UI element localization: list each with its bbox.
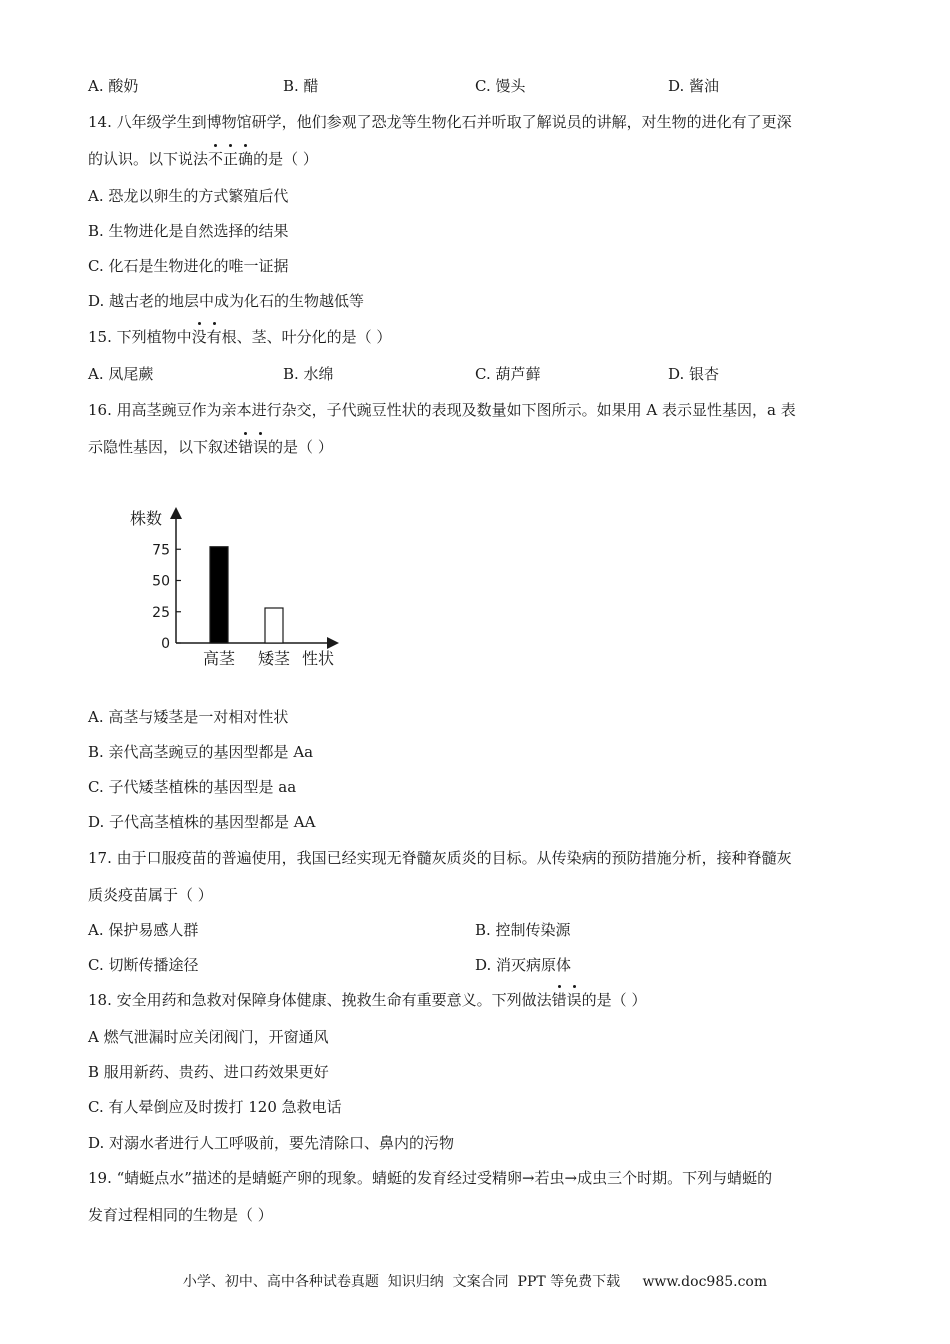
- q18-option-b: B 服用新药、贵药、进口药效果更好: [88, 1063, 329, 1081]
- q19-stem-line1: 19. “蜻蜓点水”描述的是蜻蜓产卵的现象。蜻蜓的发育经过受精卵→若虫→成虫三个时期。下列与蜻蜓的: [88, 1169, 773, 1187]
- x-category-label: 矮茎: [257, 649, 291, 668]
- q16-stem-line1: 16. 用高茎豌豆作为亲本进行杂交，子代豌豆性状的表现及数量如下图所示。如果用 A 表示显性基因，a 表: [88, 401, 796, 419]
- q18-option-c: C. 有人晕倒应及时拨打 120 急救电话: [88, 1098, 342, 1116]
- q13-option-d: D. 酱油: [668, 77, 720, 95]
- q13-option-a: A. 酸奶: [88, 77, 139, 95]
- q18-option-d: D. 对溺水者进行人工呼吸前，要先清除口、鼻内的污物: [88, 1134, 455, 1152]
- y-tick-label: 75: [152, 542, 170, 559]
- q15-option-c: C. 葫芦藓: [475, 365, 541, 383]
- q15-stem: 15. 下列植物中没有根、茎、叶分化的是（ ）: [88, 328, 392, 346]
- y-tick-label: 0: [161, 636, 170, 652]
- q16-option-d: D. 子代高茎植株的基因型都是 AA: [88, 813, 316, 831]
- bar-1: [210, 547, 228, 643]
- q16-option-b: B. 亲代高茎豌豆的基因型都是 Aa: [88, 743, 314, 761]
- q17-stem-line2: 质炎疫苗属于（ ）: [88, 886, 213, 904]
- q18-option-a: A 燃气泄漏时应关闭阀门，开窗通风: [88, 1028, 329, 1046]
- bar-2: [265, 608, 283, 643]
- q14-option-d: D. 越古老的地层中成为化石的生物越低等: [88, 292, 365, 310]
- y-tick-label: 25: [152, 604, 170, 621]
- q17-option-c: C. 切断传播途径: [88, 956, 199, 974]
- q16-option-a: A. 高茎与矮茎是一对相对性状: [88, 708, 289, 726]
- q13-option-b: B. 醋: [283, 77, 319, 95]
- q14-stem-line2: 的认识。以下说法不正确的是（ ）: [88, 150, 318, 168]
- q14-option-c: C. 化石是生物进化的唯一证据: [88, 257, 289, 275]
- q18-stem: 18. 安全用药和急救对保障身体健康、挽救生命有重要意义。下列做法错误的是（ ）: [88, 991, 647, 1009]
- q17-stem-line1: 17. 由于口服疫苗的普遍使用，我国已经实现无脊髓灰质炎的目标。从传染病的预防措施分析，接种脊髓灰: [88, 849, 792, 867]
- q17-option-a: A. 保护易感人群: [88, 921, 199, 939]
- x-category-label: 高茎: [202, 649, 236, 668]
- trait-bar-chart: [120, 500, 350, 675]
- y-tick-label: 50: [152, 573, 170, 590]
- y-axis-label: 株数: [130, 509, 163, 528]
- q14-option-b: B. 生物进化是自然选择的结果: [88, 222, 289, 240]
- q15-option-b: B. 水绵: [283, 365, 334, 383]
- q16-option-c: C. 子代矮茎植株的基因型是 aa: [88, 778, 297, 796]
- q15-option-a: A. 凤尾蕨: [88, 365, 154, 383]
- q17-option-d: D. 消灭病原体: [475, 956, 572, 974]
- x-axis-label: 性状: [302, 649, 335, 668]
- page-footer: 小学、初中、高中各种试卷真题 知识归纳 文案合同 PPT 等免费下载 www.doc985.com: [182, 1274, 768, 1290]
- q16-stem-line2: 示隐性基因，以下叙述错误的是（ ）: [88, 438, 333, 456]
- q15-option-d: D. 银杏: [668, 365, 720, 383]
- q17-option-b: B. 控制传染源: [475, 921, 571, 939]
- q13-option-c: C. 馒头: [475, 77, 526, 95]
- q14-stem-line1: 14. 八年级学生到博物馆研学，他们参观了恐龙等生物化石并听取了解说员的讲解，对生物的进化有了更深: [88, 113, 792, 131]
- q19-stem-line2: 发育过程相同的生物是（ ）: [88, 1206, 273, 1224]
- q14-option-a: A. 恐龙以卵生的方式繁殖后代: [88, 187, 289, 205]
